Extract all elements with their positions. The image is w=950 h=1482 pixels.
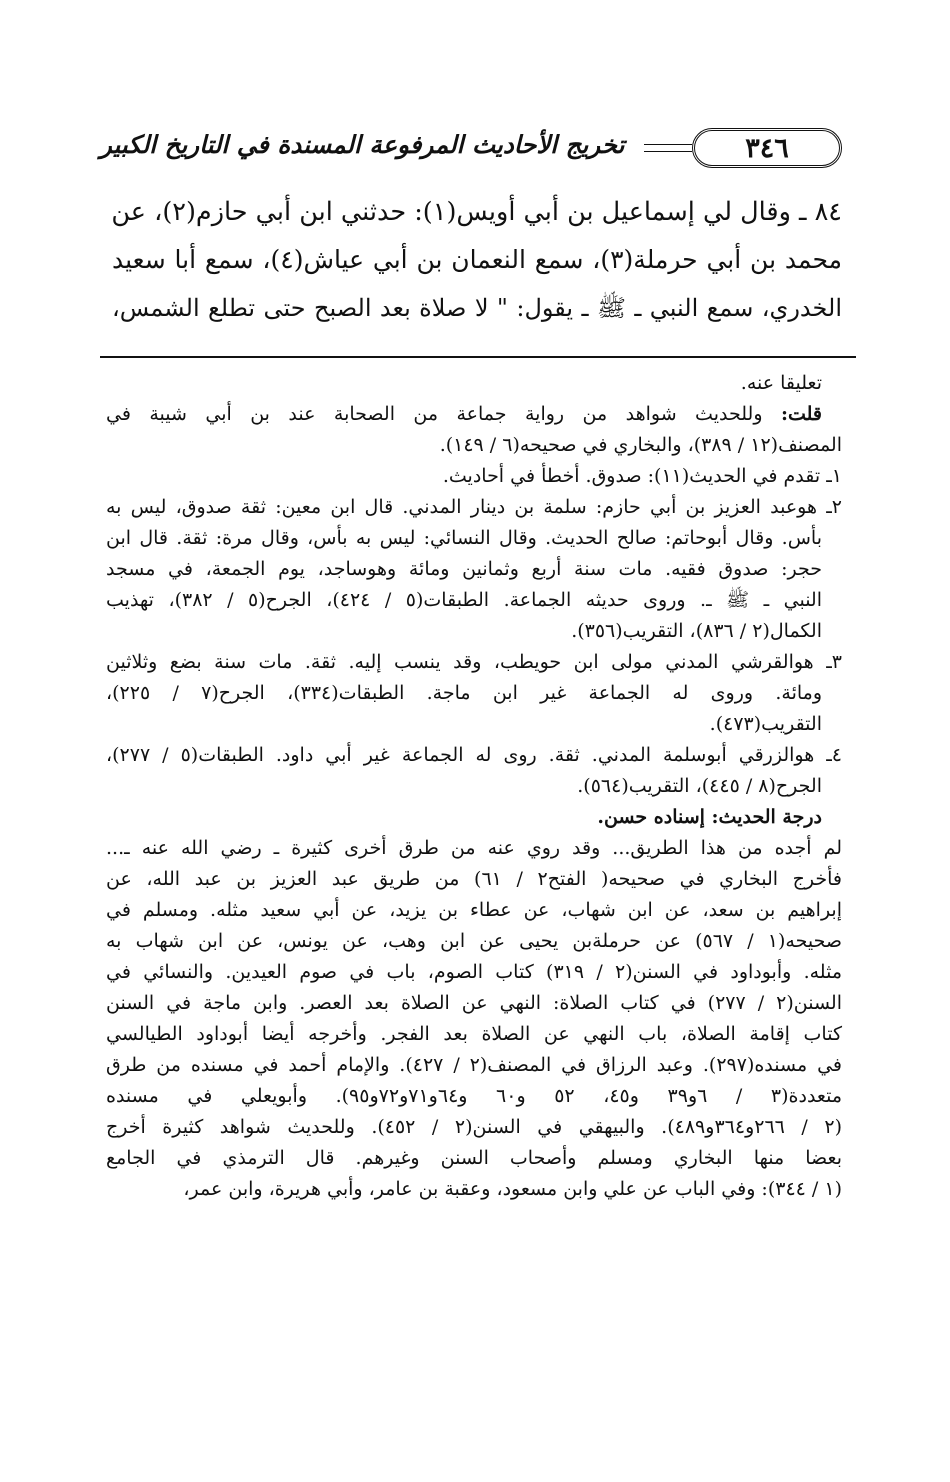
page-number: ٣٤٦ — [692, 128, 842, 168]
footnote-2-line: حجر: صدوق فقيه. مات سنة أربع وثمانين ومائة وهوساجد، يوم الجمعة، في مسجد — [106, 558, 822, 580]
qult-label: قلت: — [780, 403, 822, 425]
qult-line: المصنف(١٢ / ٣٨٩)، والبخاري في صحيحه(٦ / ١٤٩). — [439, 434, 842, 456]
hadith-grade: درجة الحديث: إسناده حسن. — [597, 806, 822, 828]
footnote-4-line: الجرح(٨ / ٤٤٥)، التقريب(٥٦٤). — [577, 775, 822, 797]
grade-line: متعددة(٣ / ٦و٣٩ و٤٥، ٥٢ و٦٠ و٦٤و٧١و٧٢و٩٥). وأبويعلي في مسنده — [106, 1085, 843, 1107]
hadith-line: ٨٤ ـ وقال لي إسماعيل بن أبي أويس(١): حدثني ابن أبي حازم(٢)، عن — [111, 197, 842, 227]
qult-line: قلت: وللحديث شواهد من رواية جماعة من الصحابة عند بن أبي شيبة في — [106, 403, 822, 425]
footnote-separator — [100, 356, 856, 358]
footnote-2: ٢ـ هوعبد العزيز بن أبي حازم: سلمة بن دينار المدني. قال ابن معين: ثقة صدوق، ليس به — [106, 496, 842, 518]
grade-line: (١ / ٣٤٤): وفي الباب عن علي وابن مسعود، وعقبة بن عامر، وأبي هريرة، وابن عمر، — [183, 1178, 842, 1200]
footnotes — [106, 368, 842, 1205]
footnote-3: ٣ـ هوالقرشي المدني مولى ابن حويطب، وقد ينسب إليه. ثقة. مات سنة بضع وثلاثين — [106, 651, 842, 673]
grade-line: صحيحه(١ / ٥٦٧) عن حرملةبن يحيى عن ابن وهب، عن يونس، عن ابن شهاب به — [106, 930, 842, 952]
page-header — [100, 128, 842, 172]
grade-line: إبراهيم بن سعد، عن ابن شهاب، عن عطاء بن يزيد، عن أبي سعيد مثله. ومسلم في — [106, 899, 842, 921]
footnote-3-line: التقريب(٤٧٣). — [709, 713, 822, 735]
footnote-2-line: النبي ـ ﷺ ـ. وروى حديثه الجماعة. الطبقات(٥ / ٤٢٤)، الجرح(٥ / ٣٨٢)، تهذيب — [106, 589, 822, 611]
footnote-1: ١ـ تقدم في الحديث(١١): صدوق. أخطأ في أحاديث. — [442, 465, 842, 487]
footnote-4: ٤ـ هوالزرقي أبوسلمة المدني. ثقة. روى له الجماعة غير أبي داود. الطبقات(٥ / ٢٧٧)، — [106, 744, 842, 766]
grade-line: بعضا منها البخاري ومسلم وأصحاب السنن وغيرهم. قال الترمذي في الجامع — [106, 1147, 842, 1169]
footnote-2-line: الكمال(٢ / ٨٣٦)، التقريب(٣٥٦). — [571, 620, 822, 642]
note-continuation: تعليقا عنه. — [740, 372, 822, 394]
hadith-line: محمد بن أبي حرملة(٣)، سمع النعمان بن أبي عياش(٤)، سمع أبا سعيد — [112, 245, 842, 274]
footnote-2-line: بأس. وقال أبوحاتم: صالح الحديث. وقال النسائي: ليس به بأس، وقال مرة: ثقة. قال ابن — [106, 527, 822, 549]
book-title: تخريج الأحاديث المرفوعة المسندة في التاريخ الكبير — [100, 130, 625, 159]
grade-line: لم أجده من هذا الطريق... وقد روي عنه من طرق أخرى كثيرة ـ رضي الله عنه ـ... — [106, 837, 842, 859]
grade-line: في مسنده(٢٩٧). وعبد الرزاق في المصنف(٢ / ٤٢٧). والإمام أحمد في مسنده من طرق — [106, 1054, 842, 1076]
grade-line: السنن(٢ / ٢٧٧) في كتاب الصلاة: النهي عن الصلاة بعد العصر. وابن ماجة في السنن — [106, 992, 843, 1014]
footnote-3-line: ومائة. وروى له الجماعة غير ابن ماجة. الطبقات(٣٣٤)، الجرح(٧ / ٢٢٥)، — [106, 682, 822, 704]
hadith-line: الخدري، سمع النبي ـ ﷺ ـ يقول: " لا صلاة بعد الصبح حتى تطلع الشمس، — [112, 294, 842, 322]
grade-line: فأخرج البخاري في صحيحه( الفتح٢ / ٦١) من طريق عبد العزيز بن عبد الله، عن — [106, 868, 842, 890]
grade-line: (٢ / ٢٦٦و٣٦٤و٤٨٩). والبيهقي في السنن(٢ / ٤٥٢). وللحديث شواهد كثيرة أخرج — [106, 1116, 842, 1138]
grade-line: مثله. وأبوداود في السنن(٢ / ٣١٩) كتاب الصوم، باب في صوم العيدين. والنسائي في — [106, 961, 843, 983]
header-rule — [644, 144, 692, 152]
grade-line: كتاب إقامة الصلاة، باب النهي عن الصلاة بعد الفجر. وأخرجه أيضا أبوداود الطيالسي — [106, 1023, 842, 1045]
hadith-text — [112, 188, 842, 332]
